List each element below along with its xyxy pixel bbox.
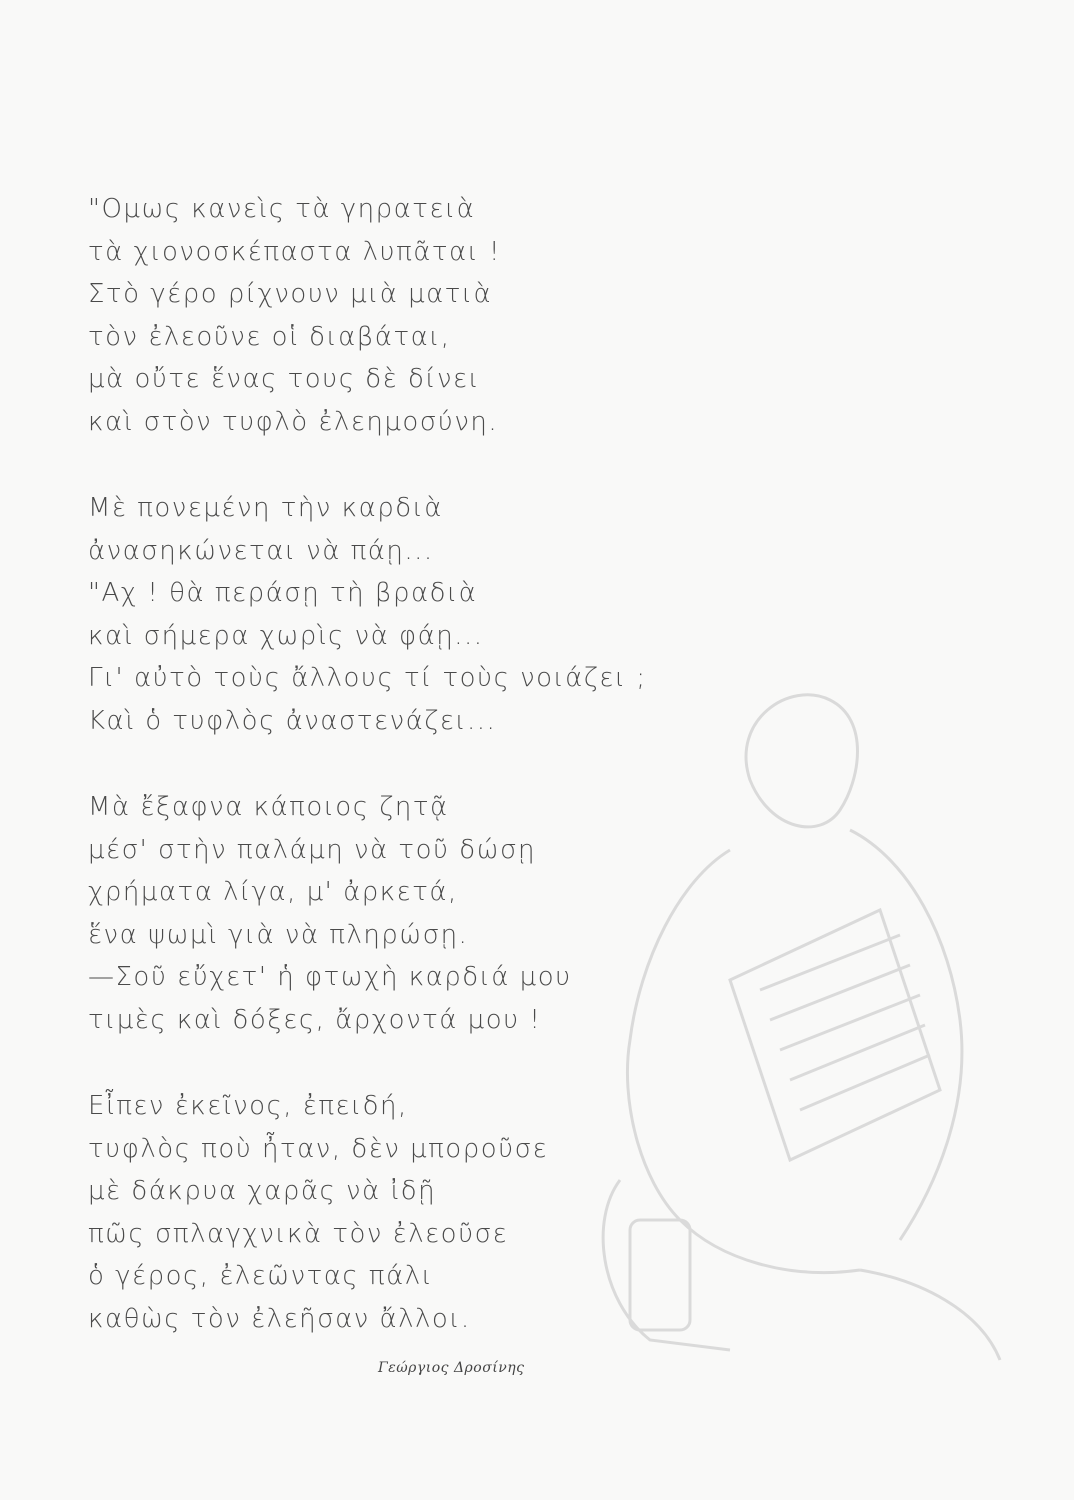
poem-line: "Αχ ! θὰ περάσῃ τὴ βραδιὰ — [88, 578, 478, 608]
poem — [88, 188, 708, 1384]
poem-line: Καὶ ὁ τυφλὸς ἀναστενάζει... — [88, 705, 497, 736]
stanza-2 — [88, 487, 708, 742]
poem-line: ὁ γέρος, ἐλεῶντας πάλι — [88, 1261, 434, 1291]
poem-line: μέσ' στὴν παλάμη νὰ τοῦ δώσῃ — [88, 834, 536, 865]
poem-line: καθὼς τὸν ἐλεῆσαν ἄλλοι. — [88, 1303, 471, 1334]
stanza-4 — [88, 1085, 708, 1340]
poem-line: τὰ χιονοσκέπαστα λυπᾶται ! — [88, 236, 501, 267]
stanza-1 — [88, 188, 708, 443]
poem-line: τυφλὸς ποὺ ἦταν, δὲν μποροῦσε — [88, 1133, 549, 1164]
poem-line: καὶ σήμερα χωρὶς νὰ φάῃ... — [88, 620, 484, 651]
poem-line: —Σοῦ εὔχετ' ἡ φτωχὴ καρδιά μου — [88, 962, 572, 992]
poem-line: τὸν ἐλεοῦνε οἱ διαβάται, — [88, 321, 451, 352]
poem-line: πῶς σπλαγχνικὰ τὸν ἐλεοῦσε — [88, 1218, 509, 1249]
poem-line: Μὰ ἔξαφνα κάποιος ζητᾷ — [88, 792, 449, 822]
poem-line: τιμὲς καὶ δόξες, ἄρχοντά μου ! — [88, 1004, 542, 1035]
poem-line: Εἶπεν ἐκεῖνος, ἐπειδή, — [88, 1091, 408, 1121]
poem-line: Μὲ πονεμένη τὴν καρδιὰ — [88, 493, 443, 523]
poem-line: μὰ οὔτε ἕνας τους δὲ δίνει — [88, 364, 481, 394]
author-signature: Γεώργιος Δροσίνης — [378, 1360, 525, 1376]
poem-line: "Ομως κανεὶς τὰ γηρατειὰ — [88, 194, 476, 224]
poem-line: Στὸ γέρο ρίχνουν μιὰ ματιὰ — [88, 279, 493, 309]
poem-line: ἀνασηκώνεται νὰ πάῃ... — [88, 535, 434, 566]
stanza-3 — [88, 786, 708, 1041]
poem-line: μὲ δάκρυα χαρᾶς νὰ ἰδῇ — [88, 1176, 437, 1206]
poem-line: ἕνα ψωμὶ γιὰ νὰ πληρώσῃ. — [88, 919, 469, 950]
poem-line: καὶ στὸν τυφλὸ ἐλεημοσύνη. — [88, 406, 499, 437]
poem-line: χρήματα λίγα, μ' ἀρκετά, — [88, 877, 458, 907]
poem-line: Γι' αὐτὸ τοὺς ἄλλους τί τοὺς νοιάζει ; — [88, 663, 647, 693]
